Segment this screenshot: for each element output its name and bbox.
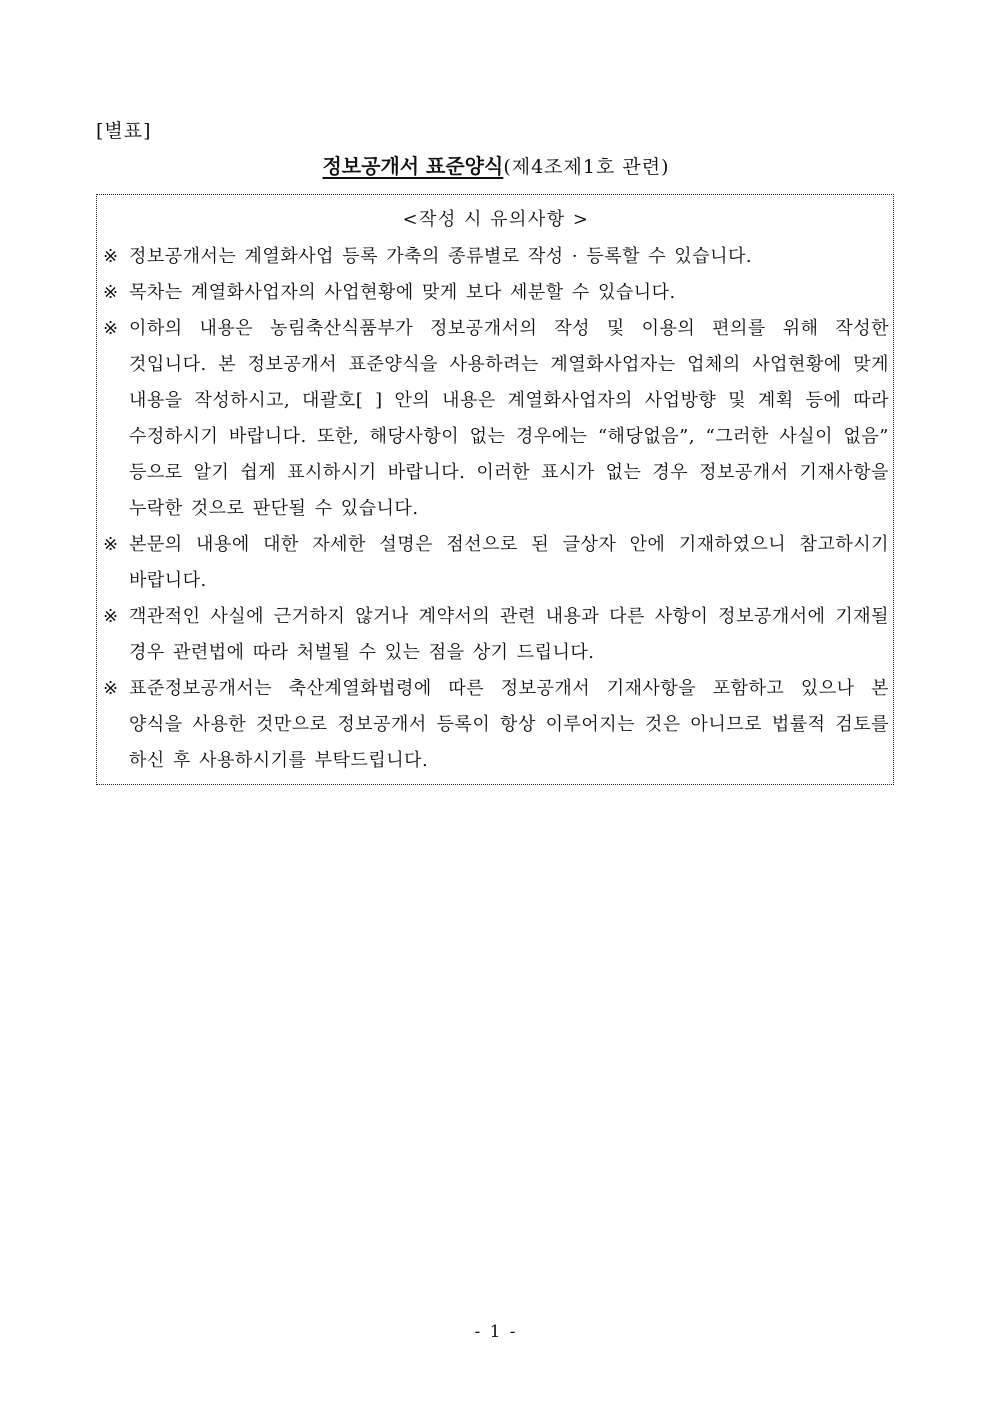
page-number: - 1 -	[474, 1322, 518, 1342]
document-title	[0, 150, 992, 179]
notice-item	[103, 599, 889, 671]
notice-heading: <작성 시 유의사항 >	[402, 209, 590, 230]
reference-mark-icon: ※	[103, 678, 119, 699]
reference-mark-icon: ※	[103, 246, 119, 267]
notice-item	[103, 239, 889, 275]
notice-item-text: 이하의 내용은 농림축산식품부가 정보공개서의 작성 및 이용의 편의를 위해 작성한 것입니다. 본 정보공개서 표준양식을 사용하려는 계열화사업자는 업체의 사업현황에 맞게 내용을 작성하시고, 대괄호[ ] 안의 내용은 계열화사업자의 사업방향 및 계획 등에 따라 수정하시기 바랍니다. 또한, 해당사항이 없는 경우에는 “해당없음”, “그러한 사실이 없음” 등으로 알기 쉽게 표시하시기 바랍니다. 이러한 표시가 없는 경우 정보공개서 기재사항을 누락한 것으로 판단될 수 있습니다.	[129, 318, 889, 519]
notice-box	[96, 194, 894, 785]
reference-mark-icon: ※	[103, 534, 119, 555]
reference-mark-icon: ※	[103, 282, 119, 303]
notice-item	[103, 671, 889, 779]
notice-item-text: 표준정보공개서는 축산계열화법령에 따른 정보공개서 기재사항을 포함하고 있으나 본 양식을 사용한 것만으로 정보공개서 등록이 항상 이루어지는 것은 아니므로 법률적 검토를 하신 후 사용하시기를 부탁드립니다.	[129, 678, 889, 771]
notice-item-text: 객관적인 사실에 근거하지 않거나 계약서의 관련 내용과 다른 사항이 정보공개서에 기재될 경우 관련법에 따라 처벌될 수 있는 점을 상기 드립니다.	[129, 606, 889, 663]
reference-mark-icon: ※	[103, 318, 119, 339]
title-subtitle: (제4조제1호 관련)	[503, 156, 670, 178]
notice-item-text: 정보공개서는 계열화사업 등록 가축의 종류별로 작성 · 등록할 수 있습니다.	[129, 246, 753, 267]
notice-item-text: 본문의 내용에 대한 자세한 설명은 점선으로 된 글상자 안에 기재하였으니 참고하시기 바랍니다.	[129, 534, 889, 591]
notice-item	[103, 311, 889, 527]
title-main: 정보공개서 표준양식	[322, 154, 504, 178]
notice-item	[103, 275, 889, 311]
notice-list	[103, 239, 889, 779]
notice-item-text: 목차는 계열화사업자의 사업현황에 맞게 보다 세분할 수 있습니다.	[129, 282, 676, 303]
reference-mark-icon: ※	[103, 606, 119, 627]
annex-label: [별표]	[96, 120, 152, 142]
notice-item	[103, 527, 889, 599]
